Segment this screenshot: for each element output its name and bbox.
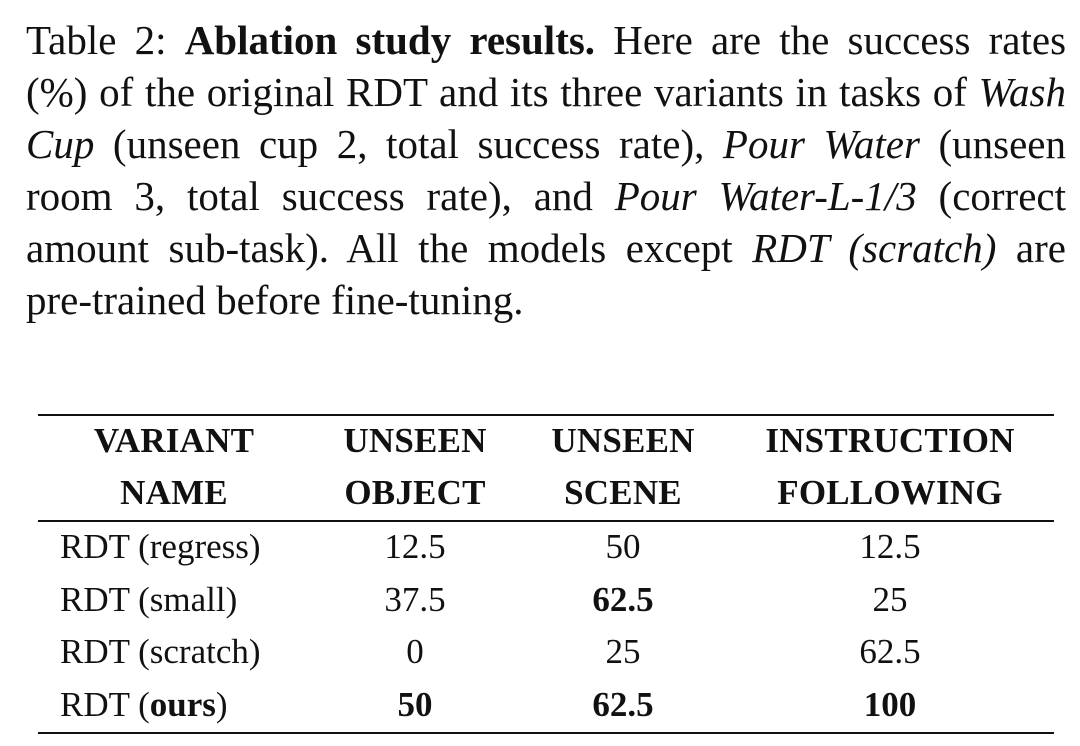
caption-text-1: Here are the success rates (%) of the original RDT and its three variants in tasks of <box>26 17 1067 115</box>
variant-name-cell <box>60 626 320 678</box>
object-value-cell: 37.5 <box>384 579 446 619</box>
table-caption <box>26 14 1066 326</box>
caption-task-2: Pour Water <box>722 121 920 167</box>
variant-name-bold: ours <box>149 684 216 724</box>
variant-name-suffix: ) <box>215 684 228 724</box>
instruction-value-cell: 62.5 <box>859 632 921 671</box>
variant-name-text: RDT (scratch) <box>60 632 261 671</box>
object-value-cell: 0 <box>406 632 424 671</box>
variant-name-cell <box>60 679 320 731</box>
scene-value-cell: 62.5 <box>592 579 654 619</box>
caption-text-5: are pre-trained before fine-tuning. <box>26 225 1066 323</box>
header-line: UNSEEN <box>343 421 487 460</box>
caption-text-2: (unseen cup 2, total success rate), <box>94 121 723 167</box>
caption-model: RDT (scratch) <box>752 225 997 271</box>
variant-name-text: RDT (small) <box>60 579 238 619</box>
header-variant-name <box>38 415 310 519</box>
object-value-cell: 50 <box>397 684 433 724</box>
header-instruction-following <box>726 415 1054 519</box>
scene-value-cell: 25 <box>605 632 641 671</box>
caption-text-3: (unseen room 3, total success rate), and <box>26 121 1066 219</box>
variant-name-text: RDT (regress) <box>60 527 261 566</box>
header-unseen-scene <box>520 415 726 519</box>
instruction-value-cell: 12.5 <box>859 527 921 566</box>
caption-title: Ablation study results. <box>184 17 596 63</box>
table-bottom-rule <box>38 732 1054 734</box>
variant-name-cell <box>60 521 320 573</box>
variant-name-text: RDT ( <box>60 684 150 724</box>
caption-label: Table 2: <box>26 17 167 63</box>
header-line: OBJECT <box>344 473 486 512</box>
caption-task-1: Wash Cup <box>26 69 1066 167</box>
scene-value-cell: 62.5 <box>592 684 654 724</box>
results-table <box>38 414 1054 736</box>
instruction-value-cell: 25 <box>872 579 908 619</box>
caption-text-4: (correct amount sub-task). All the models except <box>26 173 1066 271</box>
object-value-cell: 12.5 <box>384 527 446 566</box>
header-line: INSTRUCTION <box>765 421 1015 460</box>
header-line: VARIANT <box>93 421 255 460</box>
header-unseen-object <box>310 415 520 519</box>
header-line: UNSEEN <box>551 421 695 460</box>
variant-name-cell <box>60 574 320 626</box>
header-line: NAME <box>120 473 228 512</box>
header-line: FOLLOWING <box>777 473 1003 512</box>
caption-task-3: Pour Water-L-1/3 <box>614 173 917 219</box>
instruction-value-cell: 100 <box>863 684 917 724</box>
header-line: SCENE <box>564 473 682 512</box>
scene-value-cell: 50 <box>605 527 641 566</box>
